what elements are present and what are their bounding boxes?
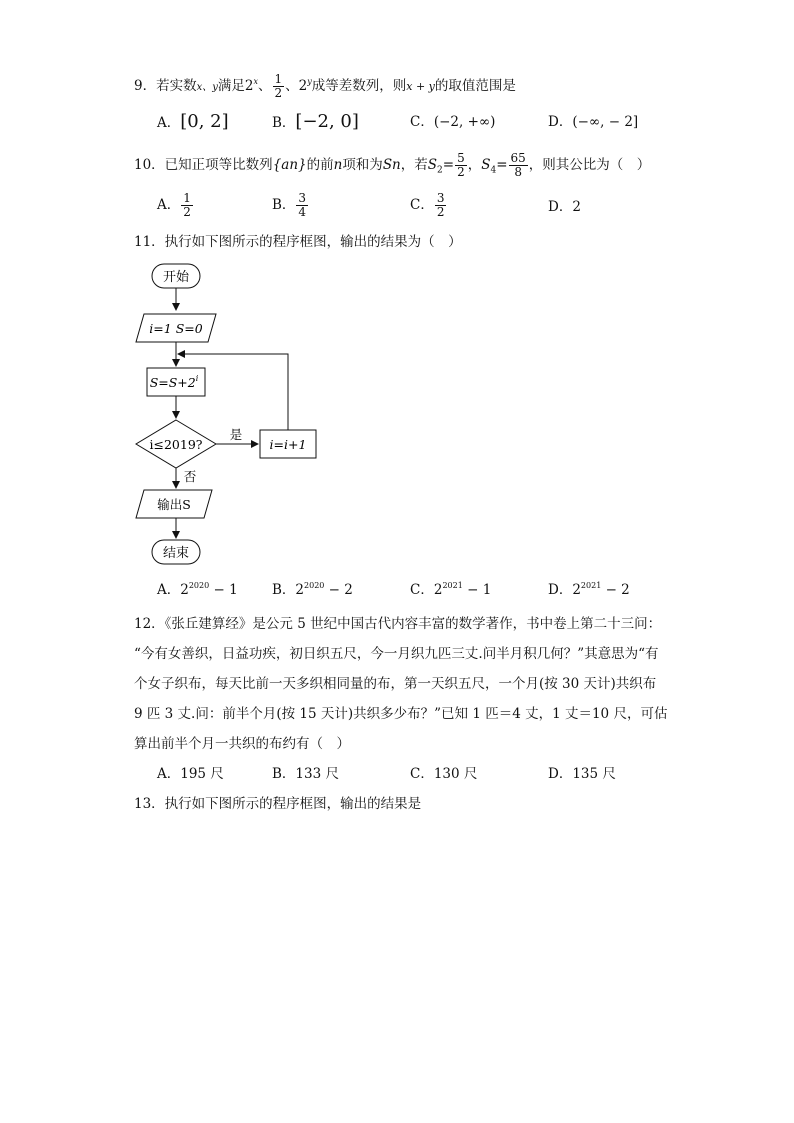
q10-option-d[interactable]: D．2 — [548, 199, 581, 215]
q12-line-2: “今有女善织，日益功疾，初日织五尺，今一月织九匹三丈.问半月积几何？”其意思为“有 — [134, 646, 659, 662]
q12-option-a[interactable]: A．195 尺 — [157, 766, 224, 782]
q9-mid1: 满足 — [217, 78, 245, 94]
q11-option-c[interactable]: C．$2^{2021} - 1$ — [410, 581, 492, 598]
q12-line-4: 9 匹 3 丈.问：前半个月(按 15 天计)共织多少布？”已知 1 匹＝4 丈，1 丈＝10 尺，可估 — [134, 706, 668, 722]
q10-option-c[interactable]: C． $\frac{3}{2}$ — [410, 191, 445, 219]
q12-option-b[interactable]: B．133 尺 — [272, 766, 339, 782]
q9-vars: x、y — [196, 82, 218, 93]
flow-body-exp: i — [195, 374, 199, 383]
q10-s4-frac: $\frac{65}{8}$ — [510, 151, 526, 179]
flow-end-label: 结束 — [162, 546, 190, 561]
q9-option-a[interactable]: A．[0, 2] — [157, 111, 229, 132]
q11-option-b[interactable]: B．$2^{2020} - 2$ — [272, 581, 353, 598]
q9-option-b[interactable]: B．[−2, 0] — [272, 111, 359, 132]
q10-s2-frac: $\frac{5}{2}$ — [457, 151, 465, 179]
q10-option-b[interactable]: B． $\frac{3}{4}$ — [272, 191, 307, 219]
q9-term1: 2$^x$ — [244, 77, 258, 94]
q12-option-d[interactable]: D．135 尺 — [548, 766, 616, 782]
q9-expr: x + y — [406, 80, 435, 93]
svg-text:S=S+2i — [150, 374, 199, 390]
q9-frac: $\frac{1}{2}$ — [274, 72, 283, 100]
flow-incr-label: i=i+1 — [269, 437, 307, 452]
q11-flowchart — [128, 258, 328, 568]
q9-stem: 9．若实数x、y满足2$^x$、 $\frac{1}{2}$ 、2$^y$成等差数列，则x + y的取值范围是 — [134, 72, 516, 100]
flow-decision-label: i≤2019? — [149, 437, 203, 452]
q10-stem: 10．已知正项等比数列{an}的前n项和为Sn，若$S_2=$ $\frac{5}{2}$ ，$S_4=$ $\frac{65}{8}$ ，则其公比为（ ） — [134, 151, 651, 179]
q13-stem: 13．执行如下图所示的程序框图，输出的结果是 — [134, 796, 422, 812]
q9-term3: 2$^y$ — [298, 77, 312, 94]
flow-output-label: 输出S — [157, 497, 191, 512]
q9-mid2: 成等差数列，则 — [311, 78, 407, 94]
q9-number: 9．若实数 — [134, 78, 197, 94]
q9-option-c[interactable]: C．(−2, +∞) — [410, 114, 496, 130]
q11-option-a[interactable]: A．$2^{2020} - 1$ — [157, 581, 238, 598]
q11-stem: 11．执行如下图所示的程序框图，输出的结果为（ ） — [134, 234, 462, 250]
q10-option-a[interactable]: A． $\frac{1}{2}$ — [157, 191, 191, 219]
q11-option-d[interactable]: D．$2^{2021} - 2$ — [548, 581, 630, 598]
q9-option-d[interactable]: D．(−∞, − 2] — [548, 114, 639, 130]
flow-body-label: S=S+2 — [149, 375, 196, 390]
flow-start-label: 开始 — [162, 270, 190, 285]
q12-line-1: 12．《张丘建算经》是公元 5 世纪中国古代内容丰富的数学著作，书中卷上第二十三问： — [134, 616, 662, 632]
q12-line-3: 个女子织布，每天比前一天多织相同量的布，第一天织五尺，一个月(按 30 天计)共织布 — [134, 676, 657, 692]
flow-no-label: 否 — [183, 469, 197, 484]
q9-tail: 的取值范围是 — [434, 78, 516, 94]
flow-yes-label: 是 — [229, 427, 243, 442]
q12-line-5: 算出前半个月一共织的布约有（ ） — [134, 736, 350, 752]
flow-init-label: i=1 S=0 — [149, 321, 203, 336]
q12-option-c[interactable]: C．130 尺 — [410, 766, 478, 782]
